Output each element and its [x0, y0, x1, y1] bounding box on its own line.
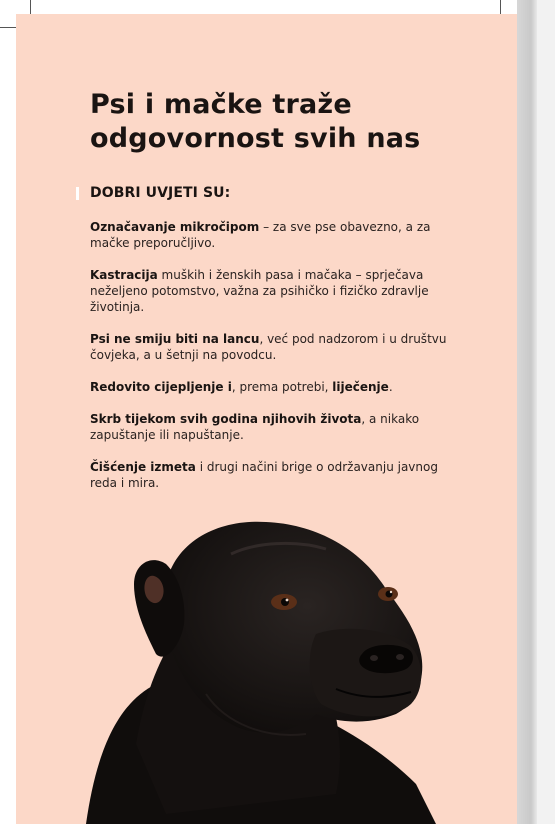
item-text: i drugi načini brige o održavanju javnog reda i mira.	[90, 460, 438, 490]
viewer-scroll-edge	[517, 0, 555, 824]
item-bold-text: Psi ne smiju biti na lancu	[90, 332, 260, 346]
item-bold-text: Kastracija	[90, 268, 158, 282]
list-item	[90, 267, 450, 315]
list-item	[90, 379, 450, 395]
poster-title	[90, 88, 490, 156]
item-text: .	[388, 380, 393, 394]
title-line-1: Psi i mačke traže	[90, 89, 352, 120]
title-line-2: odgovornost svih nas	[90, 123, 421, 154]
section-accent-bar	[76, 187, 79, 200]
item-text: , a nikako zapuštanje ili napuštanje.	[90, 412, 420, 442]
item-text: , već pod nadzorom i u društvu čovjeka, a u šetnji na povodcu.	[90, 332, 447, 362]
item-bold-text: Skrb tijekom svih godina njihovih života	[90, 412, 362, 426]
conditions-list	[90, 219, 450, 507]
list-item	[90, 411, 450, 443]
item-bold-text: Redovito cijepljenje i	[90, 380, 232, 394]
item-bold-text: liječenje	[332, 380, 389, 394]
list-item	[90, 459, 450, 491]
item-bold-text: Označavanje mikročipom	[90, 220, 260, 234]
list-item	[90, 219, 450, 251]
item-text: muških i ženskih pasa i mačaka – sprječava neželjeno potomstvo, važna za psihičko i fizičko zdravlje životinja.	[90, 268, 429, 314]
list-item	[90, 331, 450, 363]
item-text: – za sve pse obavezno, a za mačke preporučljivo.	[90, 220, 431, 250]
item-text: , prema potrebi,	[231, 380, 333, 394]
black-dog-photo	[16, 494, 517, 824]
section-heading: DOBRI UVJETI SU:	[90, 185, 231, 201]
poster-page	[16, 14, 517, 824]
item-bold-text: Čišćenje izmeta	[90, 460, 196, 474]
